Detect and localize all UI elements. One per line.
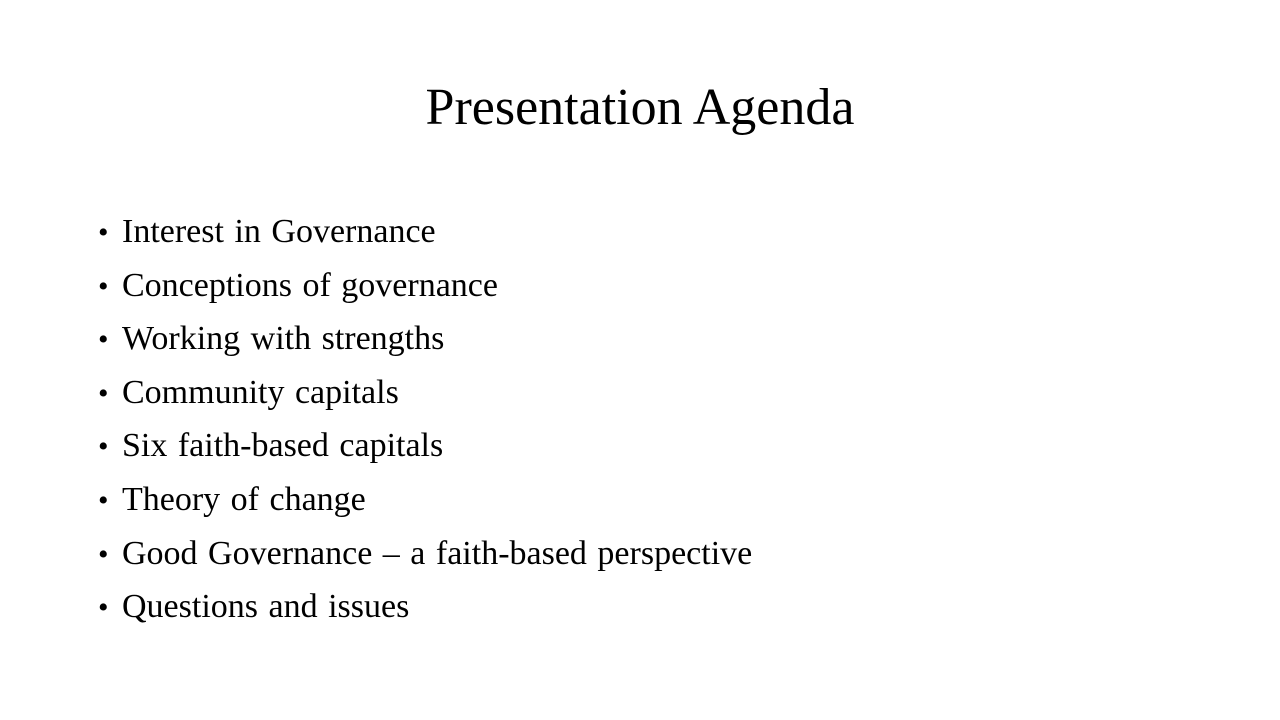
list-item: [98, 419, 752, 473]
list-item: [98, 473, 752, 527]
list-item-label: Good Governance – a faith-based perspective: [122, 534, 753, 572]
bullet-icon: •: [98, 430, 109, 464]
list-item: [98, 580, 752, 634]
list-item-label: Conceptions of governance: [122, 266, 498, 304]
list-item: [98, 205, 752, 259]
list-item-label: Six faith-based capitals: [122, 427, 444, 465]
list-item-label: Questions and issues: [122, 588, 410, 626]
list-item-label: Interest in Governance: [122, 213, 436, 250]
list-item: [98, 312, 752, 366]
bullet-icon: •: [98, 323, 109, 357]
list-item-label: Working with strengths: [122, 320, 445, 358]
list-item: [98, 366, 752, 420]
list-item-label: Community capitals: [122, 373, 399, 411]
agenda-list: [98, 205, 752, 634]
bullet-icon: •: [98, 376, 109, 410]
bullet-icon: •: [98, 537, 109, 571]
list-item-label: Theory of change: [122, 480, 366, 518]
slide-title: Presentation Agenda: [425, 79, 855, 136]
bullet-icon: •: [98, 591, 109, 625]
bullet-icon: •: [98, 269, 109, 303]
list-item: [98, 527, 752, 581]
bullet-icon: •: [98, 216, 109, 249]
bullet-icon: •: [98, 483, 109, 517]
list-item: [98, 259, 752, 313]
